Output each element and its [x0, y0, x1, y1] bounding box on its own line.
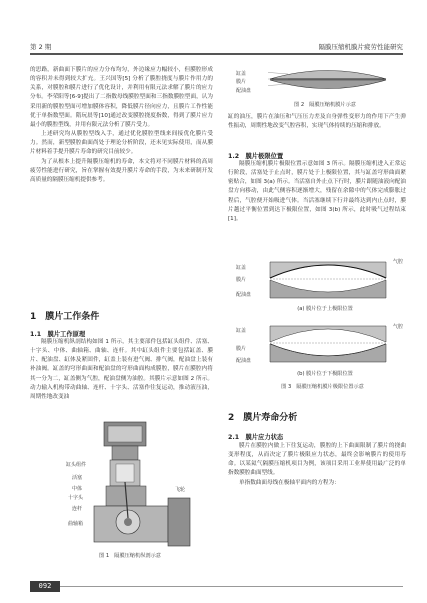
fig2-label-plate: 配油盘	[236, 88, 252, 94]
page-number: 092	[30, 581, 60, 592]
figure-2	[268, 66, 388, 96]
lower-limit-drawing	[268, 322, 388, 366]
fig3b-label-diaphragm: 膜片	[236, 346, 247, 352]
section-2-heading: 2 膜片寿命分析	[228, 413, 298, 423]
section-1-2-text: 隔膜压缩机膜片极限位置示意如图 3 所示。隔膜压缩机进入正常运行阶段，活塞处于止点时，膜片处于上极限位置，其与缸盖穹形曲面紧密贴合，如图 3(a) 所示。当活塞自外止点下行时，膜片跟随油液向配油盘方向移动，由此气侧容积逐渐增大，残留在余隙中的气体完成膨胀过程后，气腔便开始吸进气体。当活塞继续下行并最终达到内止点时，膜片越过平衡位置到达下极限位置，如图 3(b) 所示，此时吸气过程结束[1]。	[228, 161, 406, 222]
section-2-1-last-line: 单指数曲面母线在极轴平面内的方程为：	[239, 479, 340, 486]
fig3a-label-diaphragm: 膜片	[236, 277, 247, 283]
footer-rule	[30, 586, 403, 587]
fig3a-label-gas: 气腔	[393, 259, 404, 265]
header-rule	[30, 53, 403, 55]
upper-limit-drawing	[268, 258, 388, 302]
fig3b-label-head: 缸盖	[236, 328, 247, 334]
issue-number: 第 2 期	[30, 43, 52, 51]
fig3a-label-head: 缸盖	[236, 265, 247, 271]
fig3b-label-gas: 气腔	[393, 324, 404, 330]
compressor-section-drawing	[84, 418, 194, 548]
figure-3b	[268, 322, 388, 366]
section-2-1-body	[228, 442, 406, 488]
fig1-label-head: 缸头组件	[66, 462, 87, 468]
fig2-label-diaphragm: 膜片	[236, 79, 247, 85]
figure-2-caption: 图 2 隔膜压缩机膜片示意	[293, 102, 356, 108]
section-1-heading: 1 膜片工作条件	[30, 312, 100, 322]
fig1-label-piston: 活塞	[72, 475, 83, 481]
fig2-label-head: 缸盖	[236, 71, 247, 77]
running-title: 隔膜压缩机膜片疲劳性能研究	[318, 43, 403, 51]
left-column	[30, 66, 213, 185]
figure-1	[84, 418, 194, 548]
figure-3-caption: 图 3 隔膜压缩机膜片极限位置示意	[281, 384, 364, 390]
running-header	[30, 40, 403, 52]
figure-1-caption: 图 1 隔膜压缩机纵剖示意	[98, 553, 161, 559]
diaphragm-drawing	[268, 66, 388, 96]
continued-text: 缸的油压，膜片在油压和气压压力差及自身弹性变形力的作用下产生弹性振动，周期性地改变气腔容积，实现气体持续的压缩和排放。	[228, 114, 406, 130]
fig1-label-crankcase: 曲轴箱	[68, 521, 84, 527]
intro-paragraph-2: 上述研究均从膜腔型线入手，通过优化膜腔型线来间接优化膜片受力。然而，新型膜腔曲面尚处于理论分析阶段，还未见实际使用，而从膜片材料着手提升膜片寿命的研究目前较少。	[30, 131, 213, 156]
section-1-1-body	[30, 338, 213, 402]
intro-paragraph-1: 的思路，新曲面下膜片的应力分布均匀，外边缘应力幅较小，但膜腔形成的容积并未得到较大扩充。王兴国等[5] 分析了膜腔挠度与膜片作用力的关系，对膜腔和膜片进行了优化设计，并利用有限元法求解了膜片的应力分布。李荣阳等[6-9]提出了二指数母线膜腔型面和三指数膜腔型面，认为采用新的膜腔型面可增加膜体容积，降低膜片径向应力，且膜片工作性能优于单指数型面。隋玩晨等[10]通过改变膜腔挠度指数，得到了膜片应力最小的膜腔型线，并用有限元法分析了膜片受力。	[30, 67, 213, 128]
figure-3a	[268, 258, 388, 302]
fig3a-label-plate: 配油盘	[236, 292, 252, 298]
section-1-2-heading: 1.2 膜片极限位置	[228, 153, 284, 160]
fig1-label-middle: 中体	[72, 486, 83, 492]
section-1-2-body	[228, 160, 406, 224]
fig1-label-crosshead: 十字头	[68, 495, 84, 501]
fig3b-label-plate: 配油盘	[236, 358, 252, 364]
intro-paragraph-3: 为了从根本上提升隔膜压缩机的寿命，本文将对不同膜片材料的高周疲劳性能进行研究，旨在掌握有效提升膜片寿命的手段，为未来研制开发高质量的隔膜压缩机提供参考。	[30, 158, 213, 183]
right-column-continued	[228, 113, 406, 131]
section-2-1-heading: 2.1 膜片应力状态	[228, 434, 284, 441]
section-1-1-text: 隔膜压缩机纵剖结构如图 1 所示，其主要部件包括缸头组件、活塞、十字头、中体、曲轴箱、曲轴、连杆。其中缸头组件主要包括缸盖、膜片、配油盘、缸体及紧固件，缸盖上装有进气阀、排气阀，配油盘上装有补油阀。缸盖的穹形曲面和配油盘的穹形曲面构成膜腔，膜片在膜腔内将其一分为二，缸盖侧为气腔，配油盘侧为油腔。其膜片示意如图 2 所示。动力输入机构带动曲轴、连杆、十字头、活塞作往复运动，推动液压油，周期性地改变油	[30, 339, 213, 400]
fig1-label-flywheel: 飞轮	[175, 487, 186, 493]
fig1-label-rod: 连杆	[72, 506, 83, 512]
section-1-1-heading: 1.1 膜片工作原理	[30, 331, 86, 338]
figure-3b-caption: (b) 膜片位于下极限位置	[297, 371, 353, 377]
section-2-1-text: 膜片在膜腔内做上下往复运动，膜腔的上下曲面限制了膜片的挠曲变形程度，从而决定了膜片极限应力状态，最终会影响膜片的使用寿命。以某氦气隔膜压缩机项目为例，该项目采用工业界使用最广泛的单指数膜腔曲面型线。	[228, 443, 406, 477]
figure-3a-caption: (a) 膜片位于上极限位置	[297, 306, 353, 312]
